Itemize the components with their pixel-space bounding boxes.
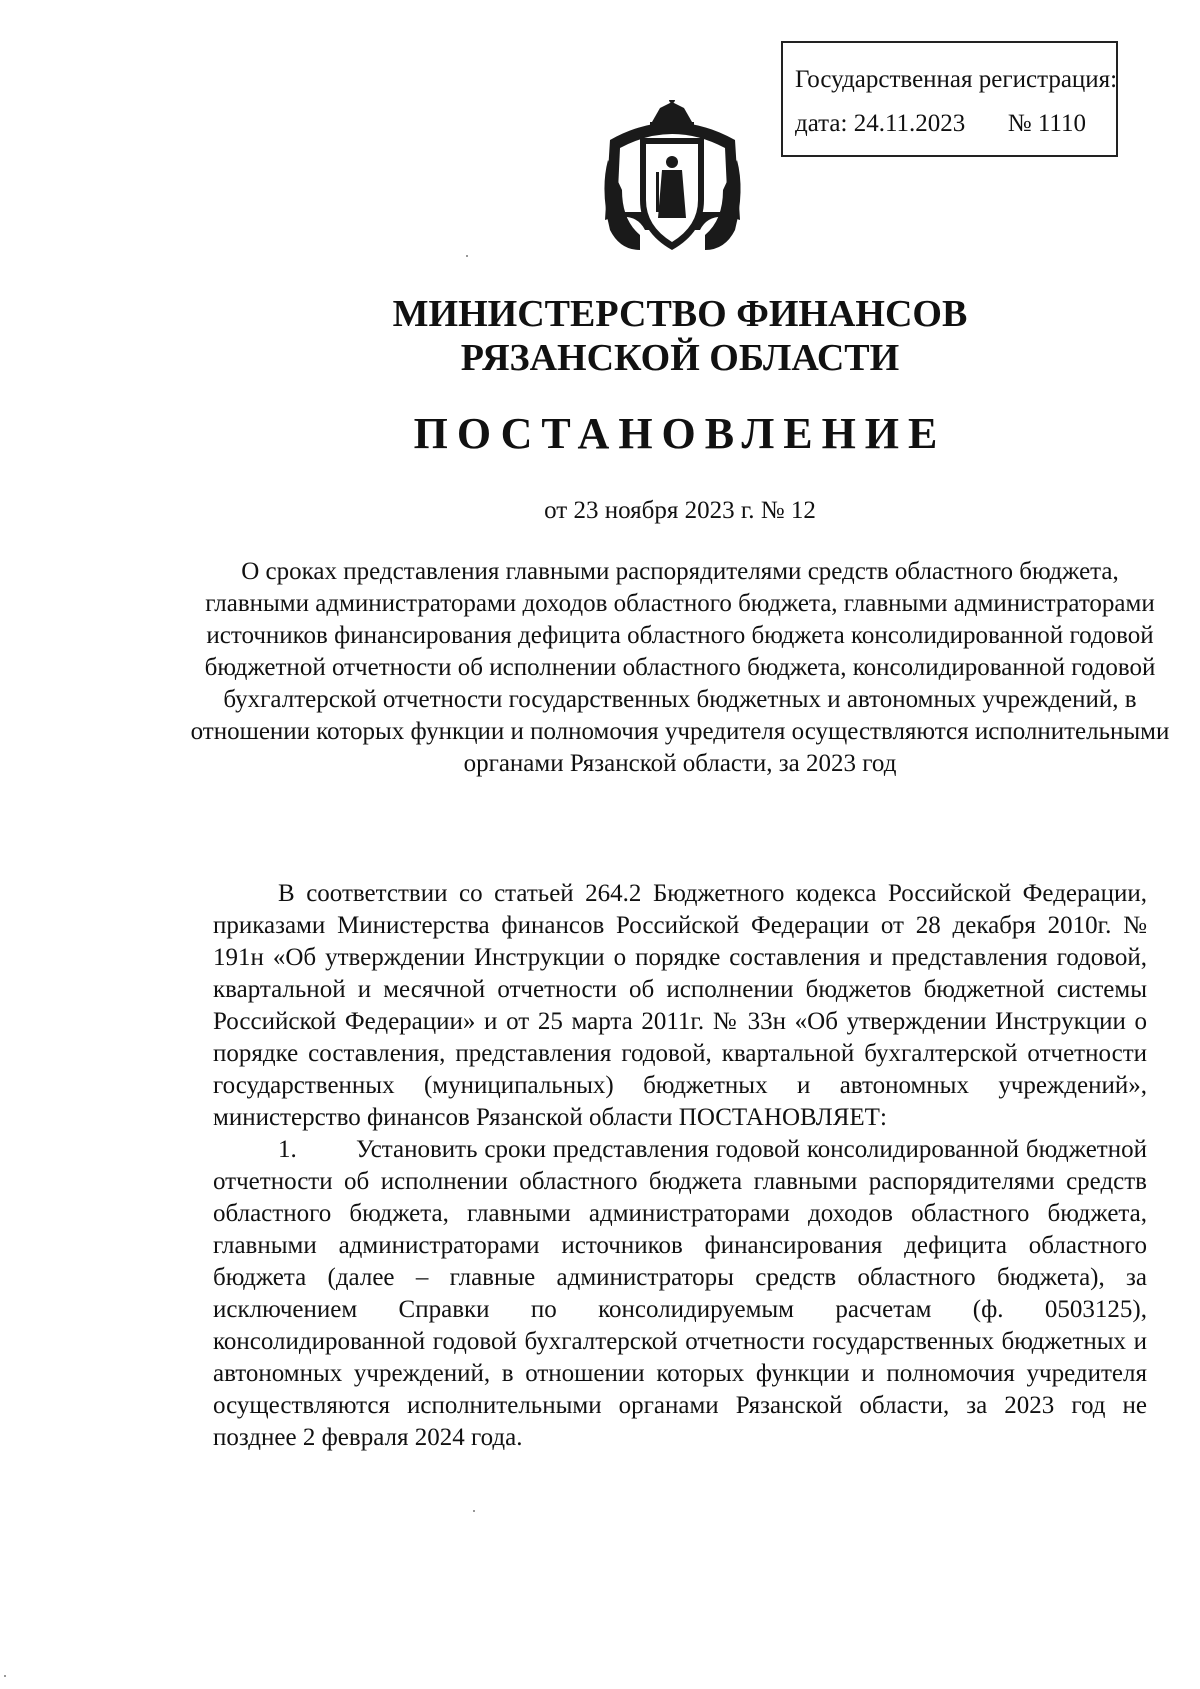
scan-speck (4, 1675, 6, 1677)
scan-speck (466, 255, 468, 257)
item-text: Установить сроки представления годовой консолидированной бюджетной отчетности об исполнении областного бюджета главными распорядителями средств областного бюджета, главными администраторами доходов областного бюджета, главными администраторами источников финансирования дефицита областного бюджета (далее – главные администраторы средств областного бюджета), за исключением Справки по консолидируемым расчетам (ф. 0503125), консолидированной годовой бухгалтерской отчетности государственных бюджетных и автономных учреждений, в отношении которых функции и полномочия учредителя осуществляются исполнительными органами Рязанской области, за 2023 год не позднее 2 февраля 2024 года. (213, 1136, 1147, 1451)
item-number: 1. (278, 1136, 297, 1163)
document-subject: О сроках представления главными распорядителями средств областного бюджета, главными администраторами доходов областного бюджета, главными администраторами источников финансирования дефицита областного бюджета консолидированной годовой бюджетной отчетности об исполнении областного бюджета, консолидированной годовой бухгалтерской отчетности государственных бюджетных и автономных учреждений, в отношении которых функции и полномочия учредителя осуществляются исполнительными органами Рязанской области, за 2023 год (190, 558, 1170, 777)
ministry-line-2: РЯЗАНСКОЙ ОБЛАСТИ (460, 337, 900, 379)
document-type: ПОСТАНОВЛЕНИЕ (413, 409, 947, 458)
scan-speck (473, 1510, 475, 1512)
ryazan-coat-of-arms-icon (600, 100, 745, 260)
list-item (213, 1134, 1147, 1454)
ministry-name (0, 292, 1200, 380)
document-body (213, 878, 1147, 1454)
registration-date: дата: 24.11.2023 (795, 110, 966, 137)
registration-stamp (781, 41, 1118, 157)
registration-number: № 1110 (1007, 110, 1086, 137)
document-date-number: от 23 ноября 2023 г. № 12 (544, 497, 816, 524)
ministry-line-1: МИНИСТЕРСТВО ФИНАНСОВ (392, 293, 968, 335)
registration-title: Государственная регистрация: (795, 66, 1118, 93)
preamble-paragraph: В соответствии со статьей 264.2 Бюджетного кодекса Российской Федерации, приказами Министерства финансов Российской Федерации от 28 декабря 2010г. № 191н «Об утверждении Инструкции о порядке составления и представления годовой, квартальной и месячной отчетности об исполнении бюджетов бюджетной системы Российской Федерации» и от 25 марта 2011г. № 33н «Об утверждении Инструкции о порядке составления, представления годовой, квартальной бухгалтерской отчетности государственных (муниципальных) бюджетных и автономных учреждений», министерство финансов Рязанской области ПОСТАНОВЛЯЕТ: (213, 880, 1147, 1131)
